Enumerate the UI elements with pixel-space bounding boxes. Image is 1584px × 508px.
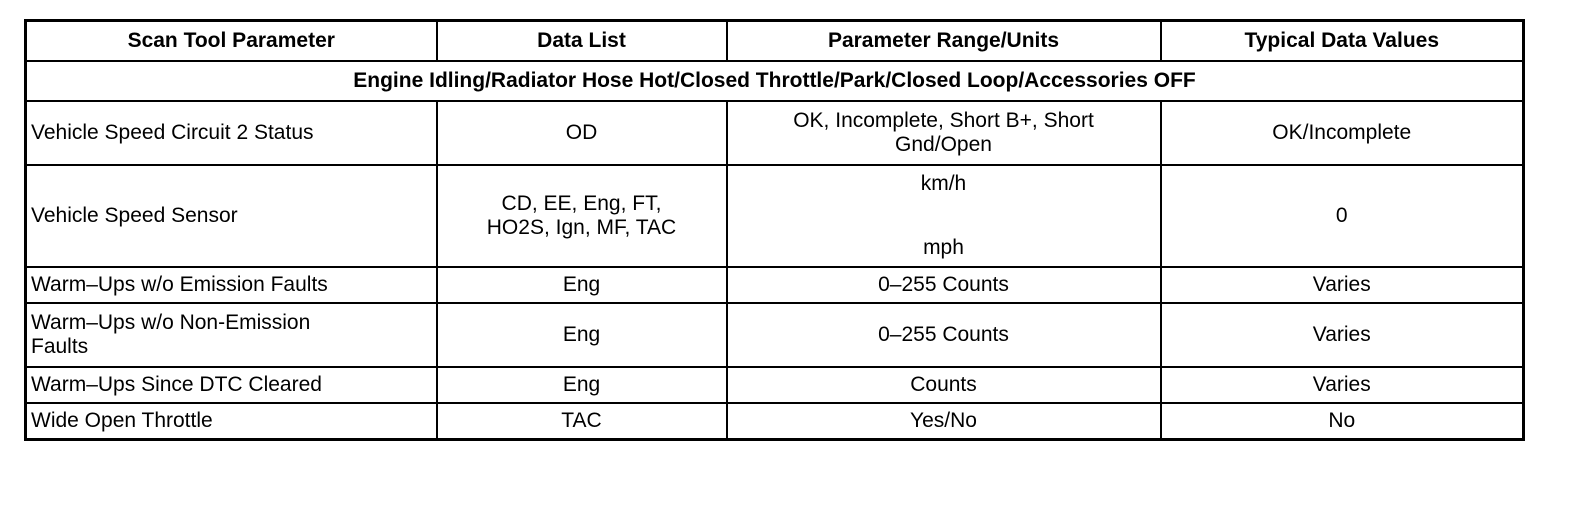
range-line: Gnd/Open: [895, 133, 992, 156]
table-row: [26, 403, 1524, 440]
scan-tool-data-table: [24, 19, 1525, 441]
cell-parameter: Vehicle Speed Sensor: [26, 165, 437, 267]
cell-typical: Varies: [1161, 267, 1524, 303]
cell-parameter: Vehicle Speed Circuit 2 Status: [26, 101, 437, 165]
header-typical-data-values: Typical Data Values: [1161, 21, 1524, 62]
parameter-line: Faults: [31, 335, 89, 358]
header-data-list: Data List: [437, 21, 727, 62]
data-list-line: HO2S, Ign, MF, TAC: [486, 216, 677, 239]
data-list-line: CD, EE, Eng, FT,: [501, 192, 662, 215]
range-line: km/h: [920, 172, 967, 195]
cell-typical: Varies: [1161, 367, 1524, 403]
table-row: [26, 303, 1524, 367]
cell-data-list: Eng: [437, 303, 727, 367]
table-header-row: [26, 21, 1524, 62]
document-page: [24, 19, 1522, 441]
cell-parameter: Warm–Ups w/o Emission Faults: [26, 267, 437, 303]
header-parameter-range-units: Parameter Range/Units: [727, 21, 1161, 62]
cell-range: 0–255 Counts: [727, 303, 1161, 367]
range-line: OK, Incomplete, Short B+, Short: [793, 109, 1094, 132]
table-row: [26, 165, 1524, 267]
cell-parameter: [26, 303, 437, 367]
cell-typical: No: [1161, 403, 1524, 440]
cell-data-list: OD: [437, 101, 727, 165]
cell-data-list: TAC: [437, 403, 727, 440]
cell-data-list: [437, 165, 727, 267]
cell-range: 0–255 Counts: [727, 267, 1161, 303]
cell-typical: OK/Incomplete: [1161, 101, 1524, 165]
cell-range: Yes/No: [727, 403, 1161, 440]
cell-parameter: Warm–Ups Since DTC Cleared: [26, 367, 437, 403]
cell-typical: Varies: [1161, 303, 1524, 367]
cell-data-list: Eng: [437, 367, 727, 403]
table-row: [26, 267, 1524, 303]
cell-parameter: Wide Open Throttle: [26, 403, 437, 440]
table-row: [26, 101, 1524, 165]
section-title: Engine Idling/Radiator Hose Hot/Closed Throttle/Park/Closed Loop/Accessories OFF: [26, 61, 1524, 101]
cell-range: [727, 165, 1161, 267]
header-scan-tool-parameter: Scan Tool Parameter: [26, 21, 437, 62]
table-row: [26, 367, 1524, 403]
range-line: mph: [923, 236, 964, 259]
section-row: [26, 61, 1524, 101]
cell-typical: 0: [1161, 165, 1524, 267]
cell-range: [727, 101, 1161, 165]
cell-data-list: Eng: [437, 267, 727, 303]
range-units-stack: [732, 172, 1156, 260]
parameter-line: Warm–Ups w/o Non-Emission: [31, 311, 311, 334]
cell-range: Counts: [727, 367, 1161, 403]
